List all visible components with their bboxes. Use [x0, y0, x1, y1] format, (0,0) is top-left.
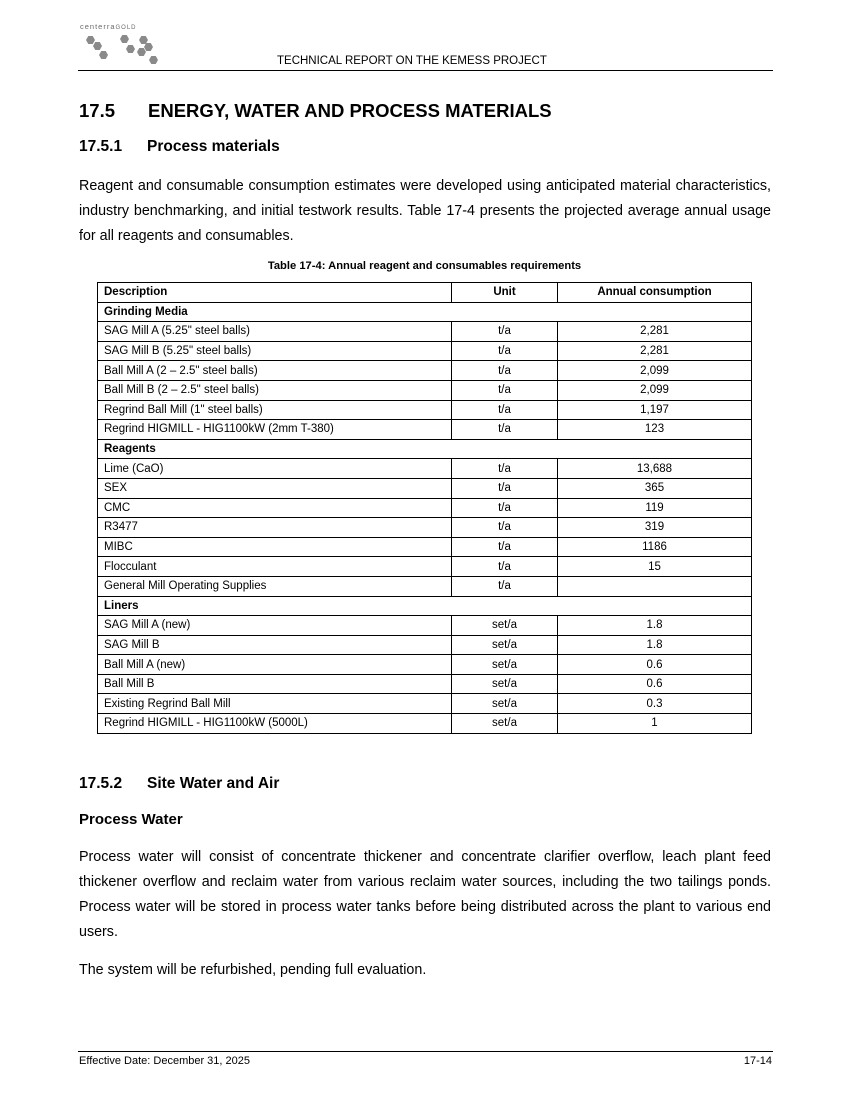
table-row	[98, 537, 752, 557]
cell-description: Regrind HIGMILL - HIG1100kW (5000L)	[98, 714, 452, 734]
column-header-description: Description	[98, 283, 452, 303]
table-row	[98, 557, 752, 577]
cell-annual-consumption: 2,099	[558, 380, 752, 400]
table-row	[98, 380, 752, 400]
group-label: Reagents	[98, 439, 752, 459]
cell-description: Existing Regrind Ball Mill	[98, 694, 452, 714]
cell-description: Lime (CaO)	[98, 459, 452, 479]
cell-annual-consumption: 119	[558, 498, 752, 518]
table-group-row	[98, 596, 752, 616]
cell-unit: set/a	[452, 674, 558, 694]
process-water-paragraph: Process water will consist of concentrate thickener and concentrate clarifier overflow, leach plant feed thickener overflow and reclaim water from various reclaim water sources, including the two tailings ponds. Process water will be stored in process water tanks before being distributed across the plant to various end users.	[79, 849, 771, 940]
logo-wordmark: centerraGOLD	[80, 22, 137, 31]
cell-unit: t/a	[452, 576, 558, 596]
table-row	[98, 616, 752, 636]
logo-hexagon-icon	[149, 56, 158, 64]
cell-unit: t/a	[452, 341, 558, 361]
cell-unit: t/a	[452, 380, 558, 400]
cell-unit: set/a	[452, 616, 558, 636]
cell-description: MIBC	[98, 537, 452, 557]
subsection-heading-process-materials: 17.5.1 Process materials	[79, 138, 280, 155]
cell-unit: t/a	[452, 361, 558, 381]
cell-annual-consumption: 365	[558, 478, 752, 498]
cell-description: SEX	[98, 478, 452, 498]
cell-description: SAG Mill A (5.25" steel balls)	[98, 322, 452, 342]
table-row	[98, 459, 752, 479]
group-label: Liners	[98, 596, 752, 616]
report-title: TECHNICAL REPORT ON THE KEMESS PROJECT	[277, 55, 547, 67]
header-divider	[78, 70, 773, 71]
cell-unit: t/a	[452, 400, 558, 420]
cell-annual-consumption: 2,281	[558, 322, 752, 342]
cell-annual-consumption: 2,099	[558, 361, 752, 381]
cell-description: Regrind Ball Mill (1" steel balls)	[98, 400, 452, 420]
table-body	[98, 302, 752, 733]
cell-annual-consumption: 13,688	[558, 459, 752, 479]
cell-description: CMC	[98, 498, 452, 518]
table-row	[98, 400, 752, 420]
table-group-row	[98, 439, 752, 459]
group-label: Grinding Media	[98, 302, 752, 322]
refurbishment-paragraph: The system will be refurbished, pending full evaluation.	[79, 962, 427, 978]
logo-hexagon-icon	[99, 51, 108, 59]
cell-annual-consumption: 1.8	[558, 616, 752, 636]
company-logo	[80, 22, 170, 68]
table-row	[98, 635, 752, 655]
cell-annual-consumption: 1	[558, 714, 752, 734]
cell-description: SAG Mill B	[98, 635, 452, 655]
cell-unit: set/a	[452, 635, 558, 655]
logo-hexagon-icon	[126, 45, 135, 53]
cell-annual-consumption	[558, 576, 752, 596]
logo-hexagon-icon	[139, 36, 148, 44]
table-row	[98, 322, 752, 342]
table-row	[98, 674, 752, 694]
table-row	[98, 478, 752, 498]
table-row	[98, 341, 752, 361]
footer-divider	[78, 1051, 773, 1052]
cell-description: Regrind HIGMILL - HIG1100kW (2mm T-380)	[98, 420, 452, 440]
column-header-unit: Unit	[452, 283, 558, 303]
table-row	[98, 420, 752, 440]
table-row	[98, 655, 752, 675]
cell-annual-consumption: 0.3	[558, 694, 752, 714]
cell-description: R3477	[98, 518, 452, 538]
subsection-heading-site-water: 17.5.2 Site Water and Air	[79, 775, 280, 792]
cell-unit: t/a	[452, 518, 558, 538]
logo-hexagon-icon	[93, 42, 102, 50]
cell-unit: t/a	[452, 322, 558, 342]
cell-unit: t/a	[452, 459, 558, 479]
page-number: 17-14	[743, 1055, 772, 1067]
logo-hexagon-icon	[120, 35, 129, 43]
cell-annual-consumption: 15	[558, 557, 752, 577]
table-header-row	[98, 283, 752, 303]
cell-description: Ball Mill A (new)	[98, 655, 452, 675]
cell-description: Ball Mill A (2 – 2.5" steel balls)	[98, 361, 452, 381]
cell-description: Ball Mill B (2 – 2.5" steel balls)	[98, 380, 452, 400]
cell-description: SAG Mill A (new)	[98, 616, 452, 636]
cell-description: General Mill Operating Supplies	[98, 576, 452, 596]
table-row	[98, 361, 752, 381]
cell-annual-consumption: 0.6	[558, 655, 752, 675]
cell-annual-consumption: 1186	[558, 537, 752, 557]
table-row	[98, 518, 752, 538]
effective-date: Effective Date: December 31, 2025	[79, 1055, 251, 1067]
cell-description: SAG Mill B (5.25" steel balls)	[98, 341, 452, 361]
table-caption: Table 17-4: Annual reagent and consumables requirements	[267, 260, 582, 272]
cell-annual-consumption: 2,281	[558, 341, 752, 361]
cell-unit: set/a	[452, 694, 558, 714]
process-materials-paragraph: Reagent and consumable consumption estimates were developed using anticipated material characteristics, industry benchmarking, and initial testwork results. Table 17-4 presents the projected average annual usage for all reagents and consumables.	[79, 178, 771, 244]
table-row	[98, 694, 752, 714]
logo-hexagon-icon	[144, 43, 153, 51]
cell-annual-consumption: 123	[558, 420, 752, 440]
process-water-heading: Process Water	[79, 811, 183, 828]
cell-unit: t/a	[452, 537, 558, 557]
cell-unit: t/a	[452, 478, 558, 498]
reagent-requirements-table	[97, 282, 752, 734]
cell-unit: set/a	[452, 714, 558, 734]
table-group-row	[98, 302, 752, 322]
table-row	[98, 576, 752, 596]
cell-annual-consumption: 1.8	[558, 635, 752, 655]
section-heading: 17.5 ENERGY, WATER AND PROCESS MATERIALS	[79, 100, 552, 121]
cell-unit: set/a	[452, 655, 558, 675]
logo-hexagon-icon	[137, 48, 146, 56]
cell-annual-consumption: 319	[558, 518, 752, 538]
table-row	[98, 714, 752, 734]
column-header-annual-consumption: Annual consumption	[558, 283, 752, 303]
cell-annual-consumption: 1,197	[558, 400, 752, 420]
cell-description: Ball Mill B	[98, 674, 452, 694]
cell-unit: t/a	[452, 498, 558, 518]
cell-unit: t/a	[452, 420, 558, 440]
logo-hexagon-icon	[86, 36, 95, 44]
cell-annual-consumption: 0.6	[558, 674, 752, 694]
table-row	[98, 498, 752, 518]
cell-description: Flocculant	[98, 557, 452, 577]
cell-unit: t/a	[452, 557, 558, 577]
